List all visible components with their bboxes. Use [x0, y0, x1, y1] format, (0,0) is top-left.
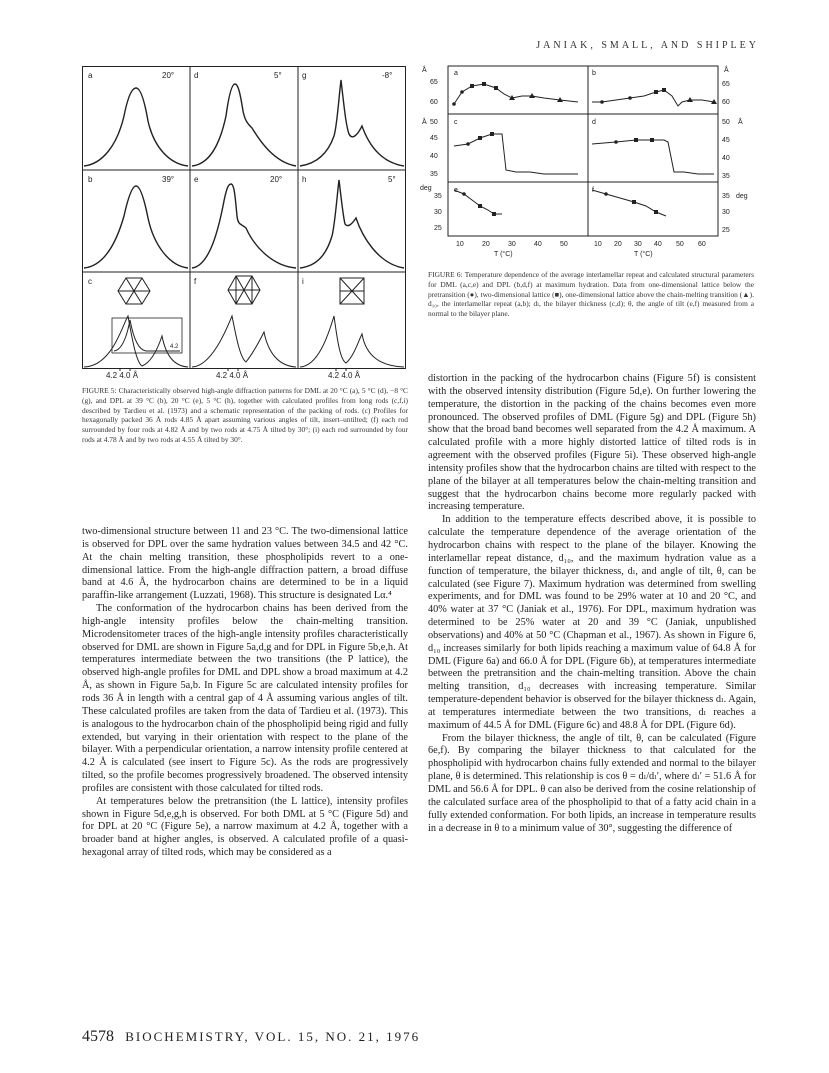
- panel-h-label: h: [302, 175, 307, 184]
- fig6-rtick-35: 35: [722, 173, 730, 180]
- fig6-ytick-25: 25: [434, 225, 442, 232]
- page-footer: [82, 1028, 420, 1046]
- fig6-xtick-r-60: 60: [698, 241, 706, 248]
- fig6-rtick-60: 60: [722, 99, 730, 106]
- fig6-xtick-l-50: 50: [560, 241, 568, 248]
- panel-d-temp: 5°: [274, 71, 282, 80]
- fig6-unit-deg-right: deg: [736, 193, 748, 200]
- panel-a-temp: 20°: [162, 71, 175, 80]
- fig6-xtick-r-50: 50: [676, 241, 684, 248]
- fig6-rtick-50: 50: [722, 119, 730, 126]
- fig5-axis-f: 4.2 4.0 Å: [216, 371, 249, 380]
- figure-5-caption: FIGURE 5: Characteristically observed high-angle diffraction patterns for DML at 20 °C (a), 5 °C (d), −8 °C (g), and DPL at 39 °C (b), 20 °C (e), 5 °C (h), together with calculated profiles from long rods (c,f,i) described by Tardieu et al. (1973) and a schematic representation of the packing of rods. (c) Profiles for hexagonally packed 36 Å rods 4.85 Å apart assuming various angles of tilt, insert–untilted; (f) each rod surrounded by four rods at 4.82 Å and by two rods at 4.75 Å tilted by 30°; (i) each rod surrounded by four rods at 4.78 Å and by two rods at 4.55 Å tilted by 30°.: [82, 386, 408, 444]
- panel-e-label: e: [194, 175, 199, 184]
- fig6-ytick-30: 30: [434, 209, 442, 216]
- fig6-unit-a: Å: [422, 67, 427, 74]
- fig6-rtick-65: 65: [722, 81, 730, 88]
- fig6-panel-a: a: [454, 70, 458, 77]
- insert-label: 4.2: [170, 344, 179, 350]
- fig6-unit-b: Å: [724, 67, 729, 74]
- fig6-xtick-l-10: 10: [456, 241, 464, 248]
- panel-b-temp: 39°: [162, 175, 175, 184]
- paragraph: two-dimensional structure between 11 and 23 °C. The two-dimensional lattice is observed for DPL over the same hydration values between 34.5 and 42 °C. At the chain melting transition, these phospholipids revert to a one-dimensional lattice. From the high-angle diffraction pattern, a broad diffuse band at 4.6 Å, the hydrocarbon chains are determined to be in a liquid paraffin-like arrangement (Luzzati, 1968). This structure is designated Lα.⁴: [82, 526, 408, 602]
- fig6-ytick-60: 60: [430, 99, 438, 106]
- panel-g-temp: -8°: [382, 71, 393, 80]
- fig6-xtick-l-40: 40: [534, 241, 542, 248]
- paragraph: In addition to the temperature effects described above, it is possible to calculate the temperature dependence of the average orientation of the hydrocarbon chains with respect to the plane of the bilayer. Knowing the interlamellar repeat distance, d₁₀, and the maximum hydration value as a function of temperature, the bilayer thickness, dₗ, and angle of tilt, θ, can be calculated (see Figure 7). Maximum hydration was determined from swelling experiments, and for DML was found to be 29% water at 10 and 20 °C, and 40% water at 37 °C (Janiak et al., 1976). For DPL, maximum hydration was determined to be 25% water at 20 and 39 °C (Janiak, unpublished observations) and 40% at 50 °C (Chapman et al., 1967). As shown in Figure 6, d₁₀ increases similarly for both lipids reaching a maximum value of 64.8 Å for DML (Figure 6a) and 66.0 Å for DPL (Figure 6b), at temperatures intermediate between the pretransition and the chain-melting transition. Above the chain melting transition, d₁₀ decreases with increasing temperature. Similar temperature-dependent behavior is observed for the bilayer thickness dₗ. Again, at temperatures intermediate between the two transitions, dₗ reaches a maximum of 44.5 Å for DML (Figure 6c) and 48.8 Å for DPL (Figure 6d).: [428, 514, 756, 731]
- panel-h-temp: 5°: [388, 175, 396, 184]
- fig6-xtick-r-40: 40: [654, 241, 662, 248]
- fig6-xtick-r-20: 20: [614, 241, 622, 248]
- figure-5-panels: [82, 66, 406, 371]
- fig6-ytick-45: 45: [430, 135, 438, 142]
- fig6-xlabel-right: T (°C): [634, 251, 653, 258]
- fig6-panel-e: e: [454, 187, 458, 194]
- fig6-unit-deg: deg: [420, 185, 432, 192]
- fig6-rtick-45: 45: [722, 137, 730, 144]
- fig6-xtick-r-30: 30: [634, 241, 642, 248]
- fig6-xtick-r-10: 10: [594, 241, 602, 248]
- fig6-rtick-40: 40: [722, 155, 730, 162]
- panel-f-label: f: [194, 277, 197, 286]
- journal-citation: BIOCHEMISTRY, VOL. 15, NO. 21, 1976: [125, 1029, 421, 1044]
- fig6-panel-d: d: [592, 119, 596, 126]
- figure-6-caption: FIGURE 6: Temperature dependence of the average interlamellar repeat and calculated structural parameters for DML (a,c,e) and DPL (b,d,f) at maximum hydration. Data from one-dimensional lattice below the pretransition (●), two-dimensional lattice (■), one-dimensional lattice above the chain-melting transition (▲). d₁₀, the interlamellar repeat (a,b); dₗ, the bilayer thickness (c,d); θ, the angle of tilt (e,f) measured from a normal to the bilayer plane.: [428, 270, 754, 319]
- fig6-ytick-40: 40: [430, 153, 438, 160]
- panel-b-label: b: [88, 175, 93, 184]
- fig6-panel-c: c: [454, 119, 458, 126]
- panel-g-label: g: [302, 71, 307, 80]
- page-number: 4578: [82, 1028, 114, 1045]
- body-column-left: [82, 526, 408, 860]
- fig5-axis-i: 4.2 4.0 Å: [328, 371, 361, 380]
- fig6-panel-b: b: [592, 70, 596, 77]
- figure-6-plots: [420, 62, 760, 267]
- panel-c-label: c: [88, 277, 92, 286]
- panel-a-label: a: [88, 71, 93, 80]
- paragraph: distortion in the packing of the hydrocarbon chains (Figure 5f) is consistent with the observed intensity distribution (Figure 5d,e). On further lowering the temperature, the distortion in the packing of the chains becomes even more pronounced. The observed profiles of DML (Figure 5g) and DPL (Figure 5h) show that the broad band becomes well separated from the 4.2 Å maximum. A calculated profile with a more highly distorted lattice of tilted rods is in agreement with the observed profiles (Figure 5i). These observed high-angle intensity profiles show that the hydrocarbon chains are tilted with respect to the plane of the bilayer at all temperatures below the chain-melting transition and suggest that the hydrocarbon chains become more regularly packed with increasing temperature.: [428, 373, 756, 513]
- figure-5: [82, 66, 406, 380]
- fig6-rtick-25: 25: [722, 227, 730, 234]
- fig6-ytick-50: 50: [430, 119, 438, 126]
- fig5-axis-c: 4.2 4.0 Å: [106, 371, 139, 380]
- fig6-xtick-l-20: 20: [482, 241, 490, 248]
- fig6-panel-f: f: [592, 187, 594, 194]
- fig6-ytick-35: 35: [430, 171, 438, 178]
- fig6-unit-d: Å: [738, 119, 743, 126]
- running-head: JANIAK, SMALL, AND SHIPLEY: [536, 40, 759, 51]
- fig6-ytick-35deg: 35: [434, 193, 442, 200]
- fig6-xlabel-left: T (°C): [494, 251, 513, 258]
- paragraph: From the bilayer thickness, the angle of tilt, θ, can be calculated (Figure 6e,f). By comparing the bilayer thickness to that calculated for the phospholipid with hydrocarbon chains fully extended and normal to the bilayer plane, θ is determined. This relationship is cos θ = dₗ/dₗ′, where dₗ′ = 51.6 Å for DML and 56.6 Å for DPL. θ can also be derived from the cosine relationship of the calculated surface area of the phospholipid to that of a fatty acid chain in a fully extended conformation. For both lipids, an increase in temperature results in a decrease in θ to a minimum value of 30°, suggesting the difference of: [428, 732, 756, 834]
- panel-e-temp: 20°: [270, 175, 283, 184]
- fig6-xtick-l-30: 30: [508, 241, 516, 248]
- paragraph: At temperatures below the pretransition (the L lattice), intensity profiles shown in Figure 5d,e,g,h is observed. For both DML at 5 °C (Figure 5d) and for DPL at 20 °C (Figure 5e), a narrow maximum at 4.2 Å, together with a broader band at higher angles, is observed. A calculated profile of a quasi-hexagonal array of tilted rods, which may be considered as a: [82, 795, 408, 859]
- fig6-unit-c: Å: [422, 119, 427, 126]
- body-column-right: [428, 373, 756, 835]
- paragraph: The conformation of the hydrocarbon chains has been derived from the high-angle intensity profiles below the chain-melting transition. Microdensitometer traces of the high-angle intensity profiles characteristically observed for DML are shown in Figure 5a,d,g and for DPL in Figure 5b,e,h. At temperatures intermediate between the two transitions (the P lattice), the observed high-angle profiles for DML and DPL show a broad maximum at 4.2 Å, as shown in Figure 5a,b. In Figure 5c are calculated intensity profiles for rods 36 Å in length with a central gap of 4 Å assuming various angles of tilt. These calculated profiles are taken from the data of Tardieu et al. (1973). This is analogous to the hydrocarbon chain of the phospholipid being rigid and fully extended, but varying in their orientation with respect to the plane of the bilayer. With a perpendicular orientation, a narrow intensity profile centered at 4.2 Å is calculated (see insert to Figure 5c). As the rods are progressively tilted, so the profile becomes progressively broadened. The observed intensity profiles are consistent with those calculated for tilted rods.: [82, 603, 409, 794]
- fig6-rtick-30: 30: [722, 209, 730, 216]
- figure-6: [420, 62, 760, 267]
- fig6-rtick-35deg: 35: [722, 193, 730, 200]
- panel-i-label: i: [302, 277, 304, 286]
- fig6-ytick-65: 65: [430, 79, 438, 86]
- panel-d-label: d: [194, 71, 199, 80]
